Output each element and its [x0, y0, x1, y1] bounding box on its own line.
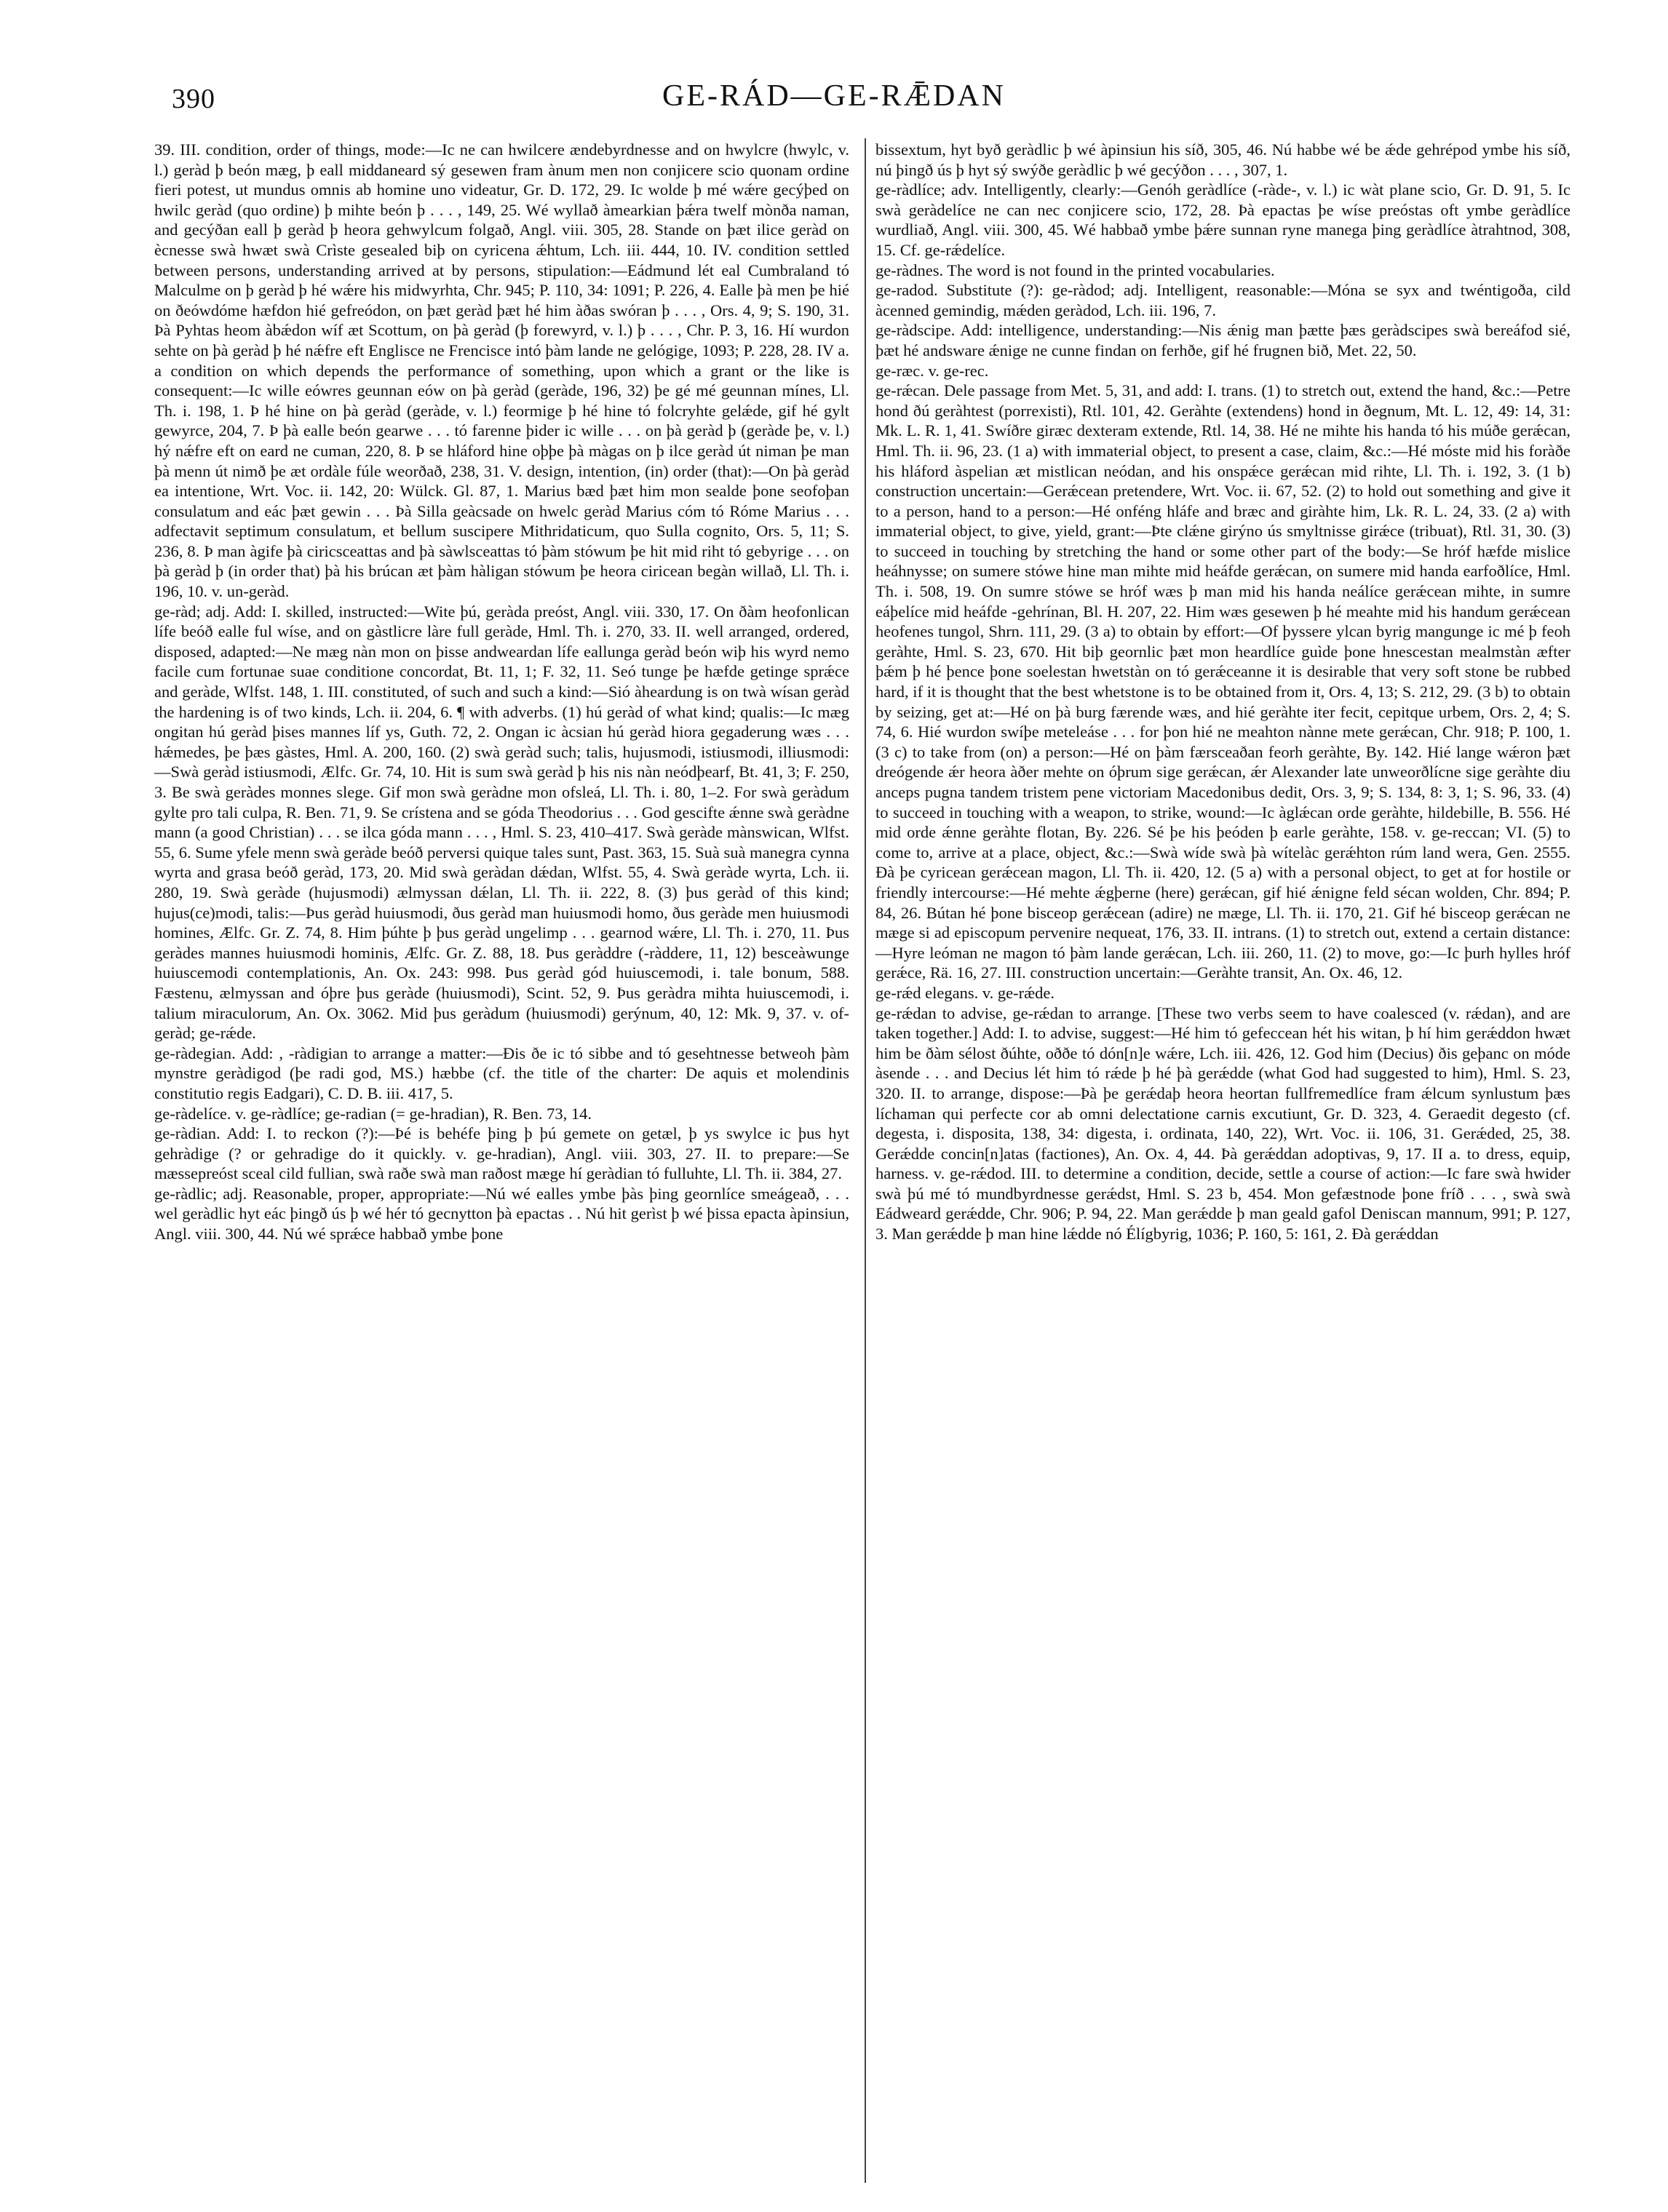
column-divider [865, 138, 866, 2183]
dictionary-entry: ge-ràdlíce; adv. Intelligently, clearly:—Genóh geràdlíce (-ràde-, v. l.) ic wàt plane scio, Gr. D. 91, 5. Ic swà geràdelíce ne can nec conjicere scio, 172, 28. Þà epactas þe wíse preóstas oft ymbe geràdlíce wurdliað, Angl. viii. 300, 45. Wé habbað ymbe þǽre sunnan ryne manega þing geràdlíce àtrahtnod, 308, 15. Cf. ge-rǽdelíce. [875, 180, 1570, 259]
dictionary-entry: ge-rǽdan to advise, ge-rǽdan to arrange. [These two verbs seem to have coalesced (v. rǽdan), and are taken together.] Add: I. to advise, suggest:—Hé him tó gefeccean hét his witan, þ hí him gerǽddon hwæt him be ðàm sélost ðúhte, oððe tó dón[n]e wǽre, Lch. iii. 426, 12. God him (Decius) ðis geþanc on móde àsende . . . and Decius lét him tó rǽde þ hé þà gerǽdde (what God had suggested to him), Hml. S. 23, 320. II. to arrange, dispose:—Þà þe gerǽdaþ heora heortan fullfremedlíce fram ǽlcum synlustum þæs líchaman qui perfecte cor ab omni delectatione carnis excutiunt, Gr. D. 323, 4. Geraedit degesto (cf. degesta, i. disposita, 138, 34: digesta, i. ordinata, 140, 22), Wrt. Voc. ii. 106, 31. Gerǽded, 25, 38. Gerǽdde concin[n]atas (factiones), An. Ox. 4, 44. Þà gerǽddan adoptivas, 9, 17. II a. to dress, equip, harness. v. ge-rǽdod. III. to determine a condition, decide, settle a course of action:—Ic fare swà hwider swà þú mé tó mundbyrdnesse gerǽdst, Hml. S. 23 b, 454. Mon gefæstnode þone fríð . . . , swà swà Eádweard gerǽdde, Chr. 906; P. 94, 22. Man gerǽdde þ man geald gafol Deniscan mannum, 991; P. 127, 3. Man gerǽdde þ man hine lǽdde nó Élígbyrig, 1036; P. 160, 5: 161, 2. Ðà gerǽddan [875, 1003, 1570, 1244]
dictionary-entry: ge-ràdscipe. Add: intelligence, understanding:—Nis ǽnig man þætte þæs geràdscipes swà bereáfod sié, þæt hé andsware ǽnige ne cunne findan on ferhðe, gif hé frugnen bið, Met. 22, 50. [875, 321, 1570, 359]
dictionary-entry: ge-ràd; adj. Add: I. skilled, instructed:—Wite þú, geràda preóst, Angl. viii. 330, 17. On ðàm heofonlican lífe beóð ealle ful wíse, and on gàstlicre làre full geràde, Hml. Th. i. 270, 33. II. well arranged, ordered, disposed, adapted:—Ne mæg nàn mon on þisse andweardan lífe eallunga geràd beón wiþ his wyrd nemo facile cum fortunae suae conditione concordat, Bt. 11, 1; F. 32, 11. Seó tunge þe hæfde getinge sprǽce and geràde, Wlfst. 148, 1. III. constituted, of such and such a kind:—Sió àheardung is on twà wísan geràd the hardening is of two kinds, Lch. ii. 204, 6. ¶ with adverbs. (1) hú geràd of what kind; qualis:—Ic mæg ongitan hú geràd þises mannes líf ys, Guth. 72, 2. Ongan ic àcsian hú geràd hiora gegaderung wæs . . . hǽmedes, þe þæs gàstes, Hml. A. 200, 160. (2) swà geràd such; talis, hujusmodi, istiusmodi, illiusmodi:—Swà geràd istiusmodi, Ælfc. Gr. 74, 10. Hit is sum swà geràd þ his nis nàn neódþearf, Bt. 41, 3; F. 250, 3. Be swà geràdes monnes slege. Gif mon swà geràdne mon ofsleá, Ll. Th. i. 80, 1–2. For swà geràdum gylte pro tali culpa, R. Ben. 71, 9. Se crístena and se góda Theodorius . . . God gescifte ǽnne swà geràdne mann (a good Christian) . . . se ilca góda mann . . . , Hml. S. 23, 410–417. Swà geràde mànswican, Wlfst. 55, 6. Sume yfele menn swà geràde beóð perversi quique tales sunt, Past. 363, 15. Suà suà manegra cynna wyrta and grasa beóð geràd, 173, 20. Mid swà geràdan dǽdan, Wlfst. 55, 4. Swà geràde wyrta, Lch. ii. 280, 19. Swà geràde (hujusmodi) ælmyssan dǽlan, Ll. Th. ii. 222, 8. (3) þus geràd of this kind; hujus(ce)modi, talis:—Þus geràd huiusmodi, ðus geràd man huiusmodi homo, ðus geràde men huiusmodi homines, Ælfc. Gr. Z. 74, 8. Him þúhte þ þus geràd ungelimp . . . gearnod wǽre, Ll. Th. i. 270, 11. Þus geràdes mannes huiusmodi hominis, Ælfc. Gr. Z. 88, 18. Þus geràddre (-ràddere, 11, 12) besceàwunge huiuscemodi contemplationis, An. Ox. 243: 998. Þus geràd gód huiuscemodi, i. tale bonum, 588. Fæstenu, ælmyssan and óþre þus geràde (huiusmodi), Scint. 52, 9. Þus geràdra mihta huiuscemodi, i. talium miraculorum, An. Ox. 3062. Mid þus geràdum (huiusmodi) gerýnum, 40, 12: Mk. 9, 37. v. of-geràd; ge-rǽde. [154, 602, 849, 1043]
dictionary-entry: ge-ràdelíce. v. ge-ràdlíce; ge-radian (= ge-hradian), R. Ben. 73, 14. [154, 1104, 592, 1123]
dictionary-entry: ge-radod. Substitute (?): ge-ràdod; adj. Intelligent, reasonable:—Móna se syx and twéntigoða, cild àcenned gemindig, mǽden geràdod, Lch. iii. 196, 7. [875, 281, 1570, 319]
dictionary-entry: 39. III. condition, order of things, mode:—Ic ne can hwilcere ændebyrdnesse and on hwylcre (hwylc, v. l.) geràd þ beón mæg, þ eall middaneard sý gesewen fram ànum men non conjicere scio quonam ordine fieri potest, ut mundus omnis ab homine uno videatur, Gr. D. 172, 29. Ic wolde þ mé wǽre gecýþed on hwilc geràd (quo ordine) þ mihte beón þ . . . , 149, 25. Wé wyllað àmearkian þǽra twelf mònða naman, and gecýðan eall þ geràd þ heora gehwylcum folgað, Angl. viii. 305, 28. Stande on þæt ilice geràd on ècnesse swà hwæt swà Crìste gesealed biþ on cyricena ǽhtum, Lch. iii. 444, 10. IV. condition settled between persons, understanding arrived at by persons, stipulation:—Eádmund lét eal Cumbraland tó Malculme on þ geràd þ hé wǽre his midwyrhta, Chr. 945; P. 110, 34: 1091; P. 226, 4. Ealle þà men þe hié on ðeówdóme hæfdon hié gefreódon, on þæt geràd þæt hé him àðas swóran þ . . . , Ors. 4, 9; S. 190, 31. Þà Pyhtas heom àbǽdon wíf æt Scottum, on þà geràd (þ forewyrd, v. l.) þ . . . , Chr. P. 3, 16. Hí wurdon sehte on þà geràd þ hé nǽfre eft Englisce ne Frencisce intó þàm lande ne gelógige, 1093; P. 228, 28. IV a. a condition on which depends the performance of something, upon which a grant or the like is consequent:—Ic wille eówres geunnan eów on þà geràd (geràde, 196, 32) þe gé mé geunnan mínes, Ll. Th. i. 198, 1. Þ hé hine on þà geràd (geràde, v. l.) feormige þ hé hine tó folcryhte gelǽde, gif hé gylt gewyrce, 204, 7. Þ þà ealle beón gearwe . . . tó farenne þider ic wille . . . on þà geràd þ (geràde þe, v. l.) hý nǽfre eft on eard ne cuman, 220, 8. Þ se hláford hine oþþe þà màgas on þ ilce geràd út niman þe man þà menn út nimð þe æt ordàle fúle weorðað, 238, 31. V. design, intention, (in) order (that):—On þà geràd ea intentione, Wrt. Voc. ii. 142, 20: Wülck. Gl. 87, 1. Marius bæd þæt him mon sealde þone seofoþan consulatum and eác þæt gewin . . . Þà Silla geàcsade on hwelc geràd Marius cóm tó Róme Marius . . . adfectavit septimum consulatum, et bellum suscipere Mithridaticum, quo Sulla cognito, Ors. 5, 11; S. 236, 8. Þ man àgife þà ciricsceattas and þà sàwlsceattas tó þàm stówum þe hit mid riht tó gebyrige . . . on þà geràd þ (in order that) þà his brúcan æt þàm hàligan stówum þe heora ciricean begàn willað, Ll. Th. i. 196, 10. v. un-geràd. [154, 140, 849, 601]
dictionary-entry: ge-ràdegian. Add: , -ràdigian to arrange a matter:—Ðis ðe ic tó sibbe and tó gesehtnesse betweoh þàm mynstre geràdigod (þe radi god, MS.) hæbbe (cf. the title of the charter: De aquis et molendinis constitutio regis Eadgari), C. D. B. iii. 417, 5. [154, 1043, 849, 1102]
right-column [875, 140, 1570, 1244]
dictionary-entry: ge-rǽcan. Dele passage from Met. 5, 31, and add: I. trans. (1) to stretch out, extend the hand, &c.:—Petre hond ðú geràhtest (porrexisti), Rtl. 101, 42. Geràhte (extendens) hond in ðegnum, Mt. L. 12, 49: 14, 31: Mk. L. R. 1, 41. Swíðre giræc dexteram extende, Rtl. 14, 38. Hé ne mihte his handa tó his múðe gerǽcan, Hml. Th. ii. 96, 23. (1 a) with immaterial object, to present a case, claim, &c.:—Hé móste mid his foràðe his hláford àspelian æt mistlican neódan, and his onspǽce gerǽcan mid rihte, Ll. Th. i. 192, 3. (1 b) construction uncertain:—Gerǽcean pretendere, Wrt. Voc. ii. 67, 52. (2) to hold out something and give it to a person, hand to a person:—Hé onféng hláfe and bræc and giràhte him, Lk. R. L. 24, 33. (2 a) with immaterial object, to give, yield, grant:—Þte clǽne girýno ús smyltnisse girǽce (tribuat), Rtl. 31, 30. (3) to succeed in touching by stretching the hand or some other part of the body:—Se hróf hæfde mislice heáhnysse; on sumere stówe hine man mihte mid heáfde gerǽcan, on sumere mid handa earfoðlíce, Hml. Th. i. 508, 19. On sumre stówe se hróf wæs þ man mid his handa neálíce gerǽcean mihte, in sumre eáþelíce mid heáfde -gehrínan, Bl. H. 207, 22. Him wæs gesewen þ hé meahte mid his handum gerǽcean heofenes tungol, Shrn. 111, 29. (3 a) to obtain by effort:—Of þyssere ylcan byrig mangunge ic mé þ feoh geràhte, Hml. S. 23, 670. Hit biþ geornlic þæt mon heardlíce guìde þone hnescestan mealmstàn æfter þǽm þ hé þence þone soelestan hwetstàn on tó gerǽceanne it is desirable that very soft stone be rubbed hard, if it is thought that the best whetstone is to be obtained from it, Ors. 4, 13; S. 212, 29. (3 b) to obtain by seizing, get at:—Hé on þà burg færende wæs, and hié geràhte iter fecit, cepitque urbem, Ors. 2, 4; S. 74, 6. Hié wurdon swíþe meteleáse . . . for þon hié ne meahton nànne mete gerǽcan, Chr. 918; P. 100, 1. (3 c) to take from (on) a person:—Hé on þàm færsceaðan feorh geràhte, By. 142. Hié lange wǽron þæt dreógende ǽr heora àðer mehte on óþrum sige gerǽcan, ǽr Alexander late unweorðlícne sige geràhte diu anceps pugna tandem tristem pene victoriam Macedonibus dedit, Ors. 3, 9; S. 134, 8: 3, 1; S. 96, 33. (4) to succeed in touching with a weapon, to strike, wound:—Ic àglǽcan orde geràhte, hildebille, B. 556. Hé mid orde ǽnne geràhte flotan, By. 226. Sé þe his þeóden þ earle geràhte, 158. v. ge-reccan; VI. (5) to come to, arrive at a place, object, &c.:—Swà wíde swà þà wítelàc gerǽhton rúm land wera, Gen. 2555. Ðà þe cyricean gerǽcean magon, Ll. Th. ii. 420, 12. (5 a) with a personal object, to get at for hostile or friendly intercourse:—Hé mehte ǽgþerne (here) gerǽcan, gif hié ǽnigne feld sécan wolden, Chr. 894; P. 84, 26. Bútan hé þone bisceop gerǽcean (adire) ne mæge, Ll. Th. ii. 170, 21. Gif hé bisceop gerǽcan ne mæge si ad episcopum pervenire nequeat, 176, 33. II. intrans. (1) to stretch out, extend a certain distance:—Hyre leóman ne magon tó þàm lande gerǽcan, Lch. iii. 260, 11. (2) to move, go:—Ic þurh hylles hróf gerǽce, Rä. 16, 27. III. construction uncertain:—Geràhte transit, An. Ox. 46, 12. [875, 381, 1570, 982]
dictionary-entry: ge-ræc. v. ge-rec. [875, 361, 989, 380]
dictionary-entry: bissextum, hyt byð geràdlic þ wé àpinsiun his síð, 305, 46. Nú habbe wé be ǽde gehrépod ymbe his síð, nú þingð ús þ hyt sý swýðe geràdlic þ wé gecýðon . . . , 307, 1. [875, 140, 1570, 179]
page-number: 390 [172, 84, 215, 114]
dictionary-entry: ge-ràdlic; adj. Reasonable, proper, appropriate:—Nú wé ealles ymbe þàs þing geornlíce smeágeað, . . . wel geràdlic hyt eác þingð ús þ wé hér tó gecnytton þà epactas . . Nú hit gerìst þ wé þissa epacta àpinsiun, Angl. viii. 300, 44. Nú wé sprǽce habbað ymbe þone [154, 1184, 849, 1244]
left-column [154, 140, 849, 1244]
running-head: GE-RÁD—GE-RǢDAN [662, 79, 1006, 113]
dictionary-entry: ge-ràdnes. The word is not found in the printed vocabularies. [875, 260, 1275, 279]
dictionary-entry: ge-ràdian. Add: I. to reckon (?):—Þé is behéfe þing þ þú gemete on getæl, þ ys swylce ic þus hyt gehràdige (? or gehradige do it quickly. v. ge-hradian), Angl. viii. 303, 27. II. to prepare:—Se mæssepreóst sceal cild fullian, swà raðe swà man raðost mæge hí geràdian tó fulluhte, Ll. Th. ii. 384, 27. [154, 1124, 849, 1183]
dictionary-entry: ge-rǽd elegans. v. ge-rǽde. [875, 983, 1055, 1002]
